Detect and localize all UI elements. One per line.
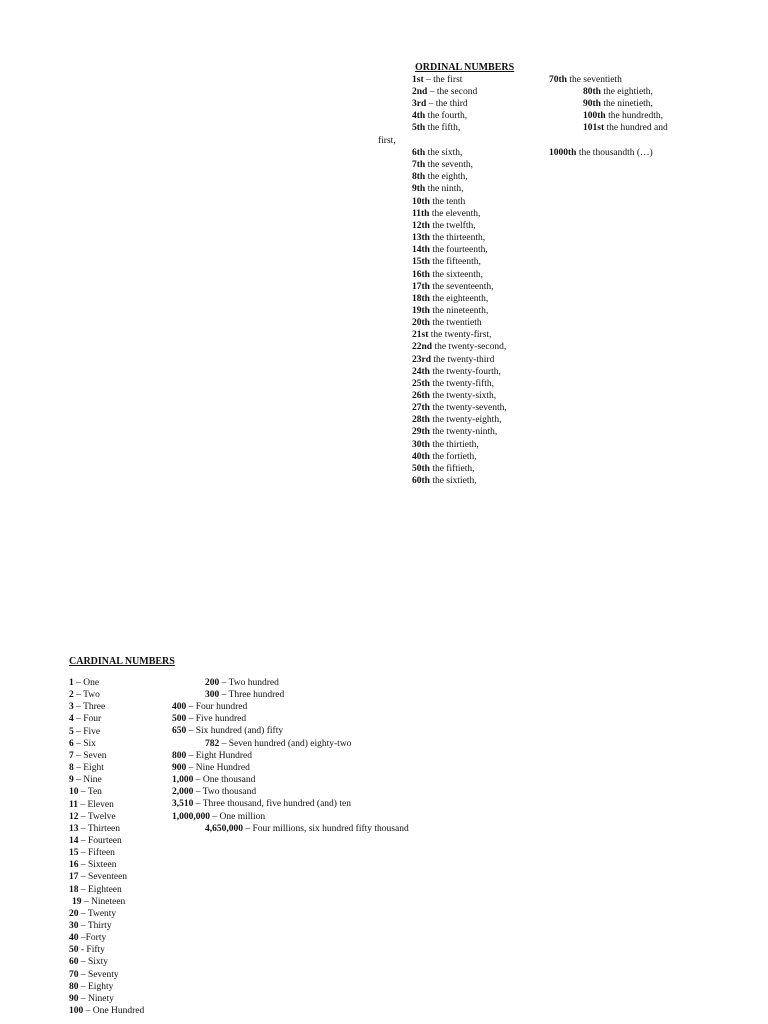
- ordinal-title: ORDINAL NUMBERS: [415, 62, 515, 73]
- cardinal-row: 8 – Eight: [69, 763, 104, 774]
- ordinal-row: 18th the eighteenth,: [412, 293, 489, 304]
- cardinal-row: 4,650,000 – Four millions, six hundred fifty thousand: [205, 824, 409, 834]
- cardinal-row: 11 – Eleven: [69, 799, 114, 810]
- ordinal-row: 8th the eighth,: [412, 172, 468, 183]
- cardinal-row: 2 – Two: [69, 690, 100, 701]
- ordinal-row: 40th the fortieth,: [412, 451, 477, 462]
- ordinal-row: 7th the seventh,: [412, 160, 473, 171]
- cardinal-row: 90 – Ninety: [69, 993, 114, 1004]
- cardinal-row: 70 – Seventy: [69, 969, 119, 980]
- cardinal-row: 1,000,000 – One million: [172, 812, 266, 822]
- cardinal-row: 2,000 – Two thousand: [172, 787, 257, 797]
- cardinal-row: 15 – Fifteen: [69, 848, 115, 859]
- ordinal-row: 6th the sixth,: [412, 148, 463, 158]
- ordinal-row: 101st the hundred and: [583, 123, 668, 133]
- ordinal-row: 80th the eightieth,: [583, 87, 653, 97]
- cardinal-row: 9 – Nine: [69, 775, 102, 786]
- ordinal-row: 22nd the twenty-second,: [412, 342, 507, 353]
- cardinal-row: 5 – Five: [69, 726, 101, 737]
- cardinal-row: 80 – Eighty: [69, 981, 114, 992]
- ordinal-row: 12th the twelfth,: [412, 220, 476, 231]
- ordinal-row: 11th the eleventh,: [412, 208, 481, 219]
- ordinal-row: 4th the fourth,: [412, 111, 468, 121]
- cardinal-row: 900 – Nine Hundred: [172, 763, 250, 773]
- cardinal-row: 16 – Sixteen: [69, 860, 117, 871]
- cardinal-row: 19 – Nineteen: [72, 896, 126, 907]
- ordinal-row: 9th the ninth,: [412, 184, 464, 195]
- cardinal-row: 300 – Three hundred: [205, 690, 285, 700]
- cardinal-row: 40 –Forty: [69, 933, 107, 944]
- cardinal-row: 14 – Fourteen: [69, 835, 122, 846]
- cardinal-row: 18 – Eighteen: [69, 884, 122, 895]
- ordinal-row: 13th the thirteenth,: [412, 233, 486, 244]
- ordinal-wrap-text: first,: [378, 136, 396, 146]
- ordinal-row: 70th the seventieth: [549, 75, 622, 85]
- cardinal-row: 4 – Four: [69, 714, 102, 725]
- ordinal-row: 24th the twenty-fourth,: [412, 366, 501, 377]
- ordinal-row: 100th the hundredth,: [583, 111, 663, 121]
- cardinal-row: 30 – Thirty: [69, 921, 112, 931]
- cardinal-row: 60 – Sixty: [69, 957, 109, 968]
- cardinal-row: 500 – Five hundred: [172, 714, 247, 724]
- ordinal-row: 5th the fifth,: [412, 123, 461, 133]
- cardinal-row: 100 – One Hundred: [69, 1006, 145, 1017]
- ordinal-row: 21st the twenty-first,: [412, 330, 492, 341]
- ordinal-row: 1000th the thousandth (…): [549, 148, 653, 158]
- ordinal-row: 60th the sixtieth,: [412, 476, 477, 487]
- ordinal-row: 50th the fiftieth,: [412, 463, 475, 474]
- ordinal-row: 3rd – the third: [412, 99, 468, 109]
- cardinal-row: 800 – Eight Hundred: [172, 751, 252, 761]
- cardinal-row: 782 – Seven hundred (and) eighty-two: [205, 739, 352, 749]
- cardinal-row: 650 – Six hundred (and) fifty: [172, 726, 284, 736]
- cardinal-row: 10 – Ten: [69, 787, 102, 798]
- cardinal-row: 3 – Three: [69, 702, 106, 713]
- cardinal-row: 7 – Seven: [69, 750, 107, 761]
- ordinal-row: 30th the thirtieth,: [412, 439, 479, 450]
- cardinal-row: 6 – Six: [69, 738, 96, 749]
- cardinal-row: 50 - Fifty: [69, 945, 105, 956]
- cardinal-row: 1,000 – One thousand: [172, 775, 256, 785]
- ordinal-row: 19th the nineteenth,: [412, 305, 489, 316]
- ordinal-row: 28th the twenty-eighth,: [412, 415, 502, 426]
- cardinal-row: 3,510 – Three thousand, five hundred (and) ten: [172, 799, 351, 809]
- ordinal-row: 23rd the twenty-third: [412, 354, 495, 365]
- cardinal-row: 400 – Four hundred: [172, 702, 248, 712]
- cardinal-row: 17 – Seventeen: [69, 872, 128, 883]
- ordinal-row: 17th the seventeenth,: [412, 281, 494, 292]
- ordinal-row: 25th the twenty-fifth,: [412, 378, 495, 389]
- ordinal-row: 29th the twenty-ninth,: [412, 427, 498, 438]
- cardinal-row: 200 – Two hundred: [205, 678, 279, 688]
- ordinal-row: 15th the fifteenth,: [412, 257, 481, 268]
- ordinal-row: 1st – the first: [412, 75, 463, 85]
- cardinal-row: 1 – One: [69, 678, 100, 688]
- ordinal-row: 10th the tenth: [412, 196, 466, 207]
- ordinal-row: 20th the twentieth: [412, 318, 482, 329]
- ordinal-row: 27th the twenty-seventh,: [412, 403, 507, 414]
- ordinal-row: 2nd – the second: [412, 87, 478, 97]
- ordinal-row: 90th the ninetieth,: [583, 99, 653, 109]
- cardinal-row: 12 – Twelve: [69, 811, 116, 822]
- ordinal-row: 16th the sixteenth,: [412, 269, 483, 280]
- ordinal-row: 26th the twenty-sixth,: [412, 391, 497, 401]
- cardinal-row: 20 – Twenty: [69, 908, 117, 919]
- cardinal-title: CARDINAL NUMBERS: [69, 656, 175, 667]
- ordinal-row: 14th the fourteenth,: [412, 245, 488, 256]
- cardinal-row: 13 – Thirteen: [69, 823, 121, 834]
